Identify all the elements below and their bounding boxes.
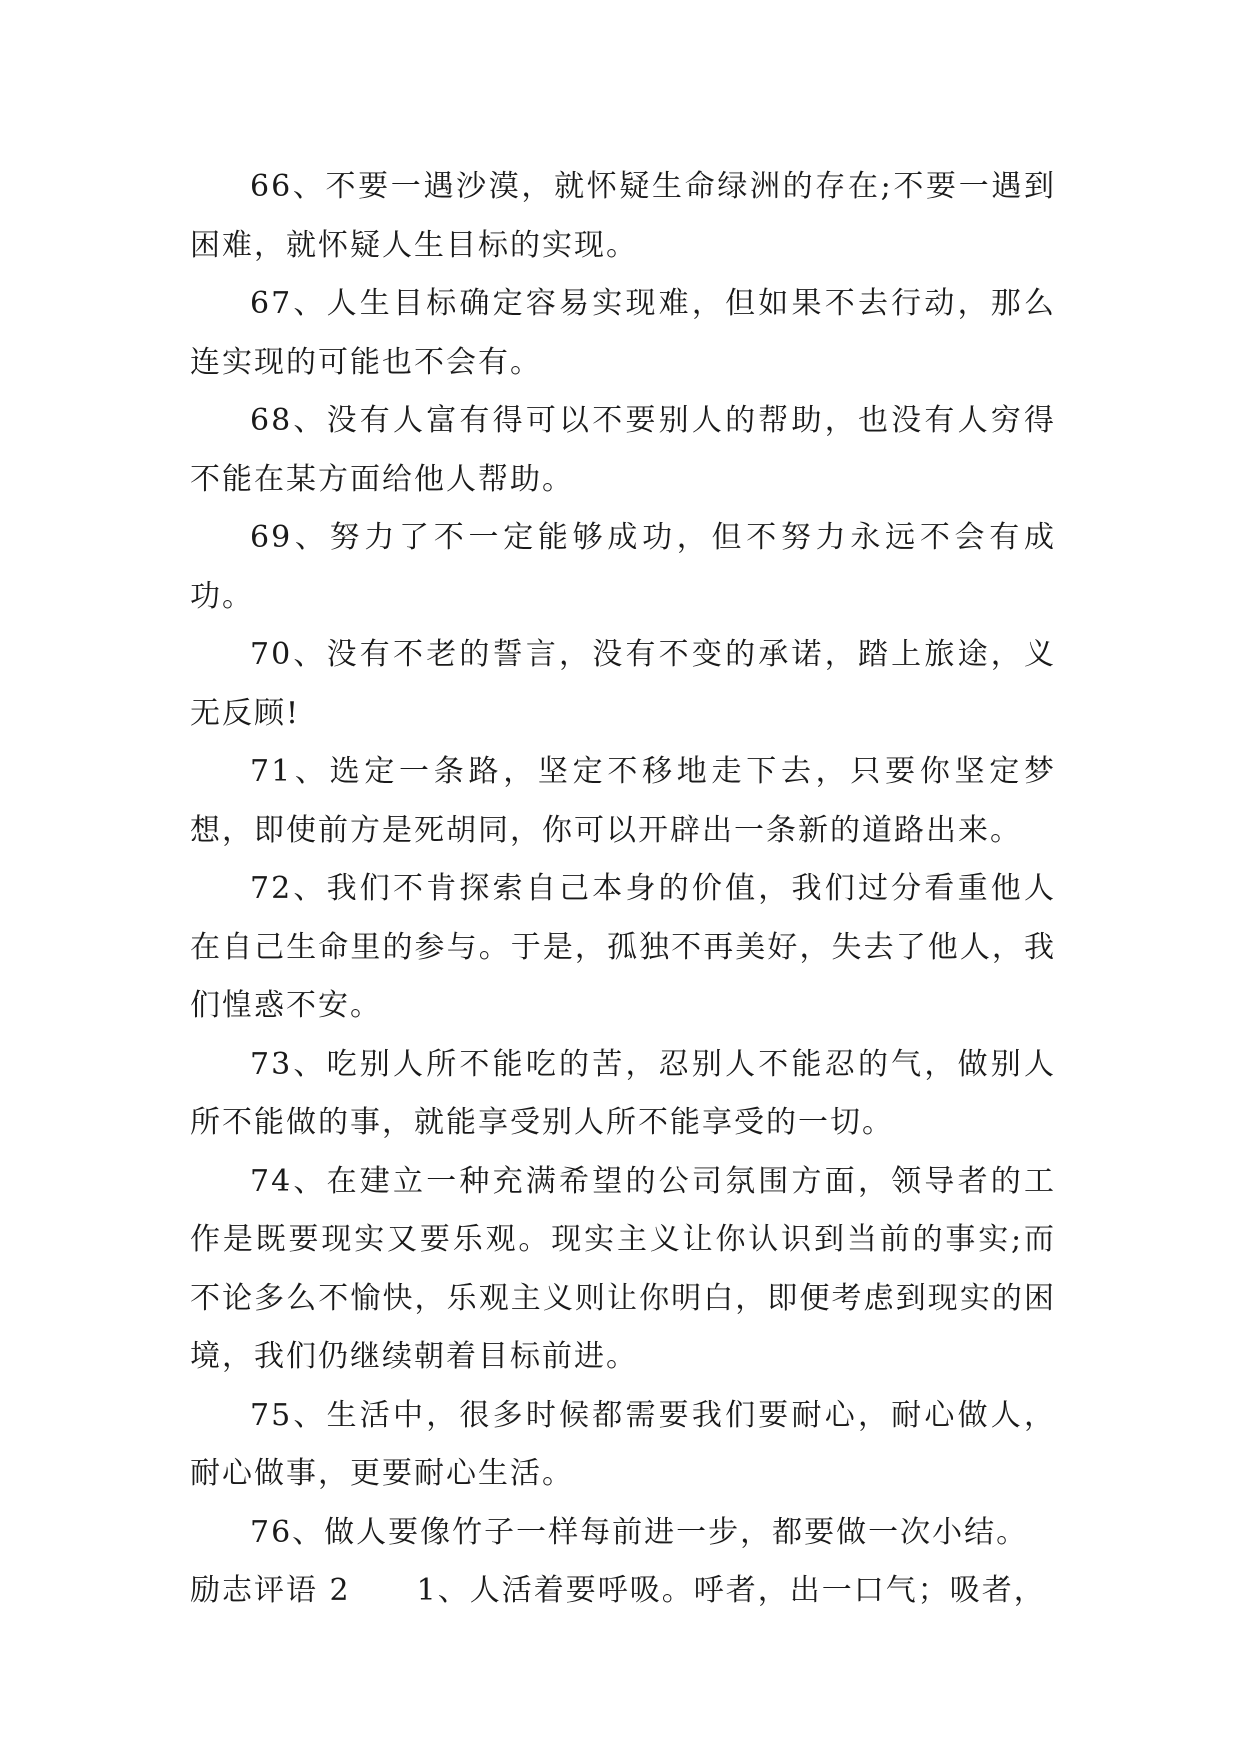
section-line (190, 1562, 1056, 1621)
paragraph-74: 74、在建立一种充满希望的公司氛围方面，领导者的工作是既要现实又要乐观。现实主义让你认识到当前的事实;而不论多么不愉快，乐观主义则让你明白，即便考虑到现实的困境，我们仍继续朝着目标前进。 (190, 1163, 1056, 1374)
paragraph-72: 72、我们不肯探索自己本身的价值，我们过分看重他人在自己生命里的参与。于是，孤独不再美好，失去了他人，我们惶惑不安。 (190, 871, 1056, 1023)
document-body (190, 158, 1056, 1621)
paragraph-69: 69、努力了不一定能够成功，但不努力永远不会有成功。 (190, 520, 1056, 614)
paragraph-67: 67、人生目标确定容易实现难，但如果不去行动，那么连实现的可能也不会有。 (190, 286, 1056, 380)
paragraph-73: 73、吃别人所不能吃的苦，忍别人不能忍的气，做别人所不能做的事，就能享受别人所不能享受的一切。 (190, 1046, 1056, 1140)
paragraph-70: 70、没有不老的誓言，没有不变的承诺，踏上旅途，义无反顾! (190, 637, 1056, 731)
paragraph-68: 68、没有人富有得可以不要别人的帮助，也没有人穷得不能在某方面给他人帮助。 (190, 403, 1056, 497)
section-title: 励志评语 2 (190, 1573, 351, 1608)
paragraph-76: 76、做人要像竹子一样每前进一步，都要做一次小结。 (250, 1514, 1029, 1550)
paragraph-71: 71、选定一条路，坚定不移地走下去，只要你坚定梦想，即使前方是死胡同，你可以开辟出一条新的道路出来。 (190, 754, 1056, 848)
section-first-item: 1、人活着要呼吸。呼者，出一口气；吸者， (416, 1573, 1046, 1608)
paragraph-66: 66、不要一遇沙漠，就怀疑生命绿洲的存在;不要一遇到困难，就怀疑人生目标的实现。 (190, 169, 1056, 263)
paragraph-75: 75、生活中，很多时候都需要我们要耐心，耐心做人，耐心做事，更要耐心生活。 (190, 1397, 1056, 1491)
